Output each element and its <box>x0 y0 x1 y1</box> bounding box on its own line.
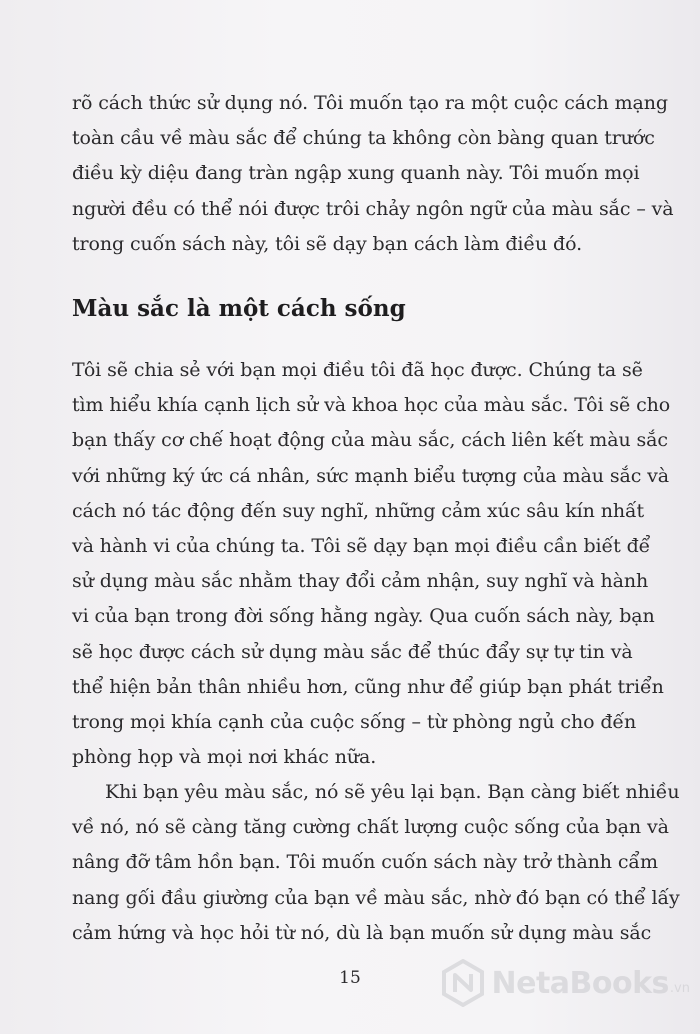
text-line: trong mọi khía cạnh của cuộc sống – từ phòng ngủ cho đến <box>72 711 637 734</box>
netabooks-logo-icon <box>441 959 485 1007</box>
text-line: và hành vi của chúng ta. Tôi sẽ dạy bạn mọi điều cần biết để <box>72 535 651 558</box>
text-line: Tôi sẽ chia sẻ với bạn mọi điều tôi đã học được. Chúng ta sẽ <box>72 359 643 381</box>
text-line: nang gối đầu giường của bạn về màu sắc, nhờ đó bạn có thể lấy <box>72 886 680 909</box>
text-line: bạn thấy cơ chế hoạt động của màu sắc, cách liên kết màu sắc <box>72 429 668 452</box>
text-line: người đều có thể nói được trôi chảy ngôn ngữ của màu sắc – và <box>72 197 674 220</box>
text-line: toàn cầu về màu sắc để chúng ta không còn bàng quan trước <box>72 127 655 150</box>
text-line: điều kỳ diệu đang tràn ngập xung quanh này. Tôi muốn mọi <box>72 162 640 185</box>
text-line: phòng họp và mọi nơi khác nữa. <box>72 746 377 769</box>
text-line: sẽ học được cách sử dụng màu sắc để thúc đẩy sự tự tin và <box>72 640 633 663</box>
text-line: thể hiện bản thân nhiều hơn, cũng như để giúp bạn phát triển <box>72 675 664 698</box>
text-line: vi của bạn trong đời sống hằng ngày. Qua cuốn sách này, bạn <box>72 605 655 628</box>
text-line: với những ký ức cá nhân, sức mạnh biểu tượng của màu sắc và <box>72 464 670 487</box>
text-line: trong cuốn sách này, tôi sẽ dạy bạn cách làm điều đó. <box>72 232 583 255</box>
closing-paragraph <box>72 775 680 951</box>
section-heading: Màu sắc là một cách sống <box>72 295 406 322</box>
text-line: về nó, nó sẽ càng tăng cường chất lượng cuộc sống của bạn và <box>72 816 669 839</box>
text-line: tìm hiểu khía cạnh lịch sử và khoa học của màu sắc. Tôi sẽ cho <box>72 394 671 417</box>
watermark <box>441 958 690 1008</box>
text-line: cách nó tác động đến suy nghĩ, những cảm xúc sâu kín nhất <box>72 499 645 522</box>
page-number: 15 <box>339 968 361 988</box>
text-line: nâng đỡ tâm hồn bạn. Tôi muốn cuốn sách này trở thành cẩm <box>72 851 658 874</box>
watermark-brand: NetaBooks <box>491 965 669 1001</box>
section-paragraph <box>72 353 671 775</box>
intro-paragraph <box>72 86 674 262</box>
text-line: cảm hứng và học hỏi từ nó, dù là bạn muốn sử dụng màu sắc <box>72 921 652 944</box>
watermark-tld: .vn <box>669 980 690 996</box>
text-line: sử dụng màu sắc nhằm thay đổi cảm nhận, suy nghĩ và hành <box>72 570 649 593</box>
text-line: rõ cách thức sử dụng nó. Tôi muốn tạo ra một cuộc cách mạng <box>72 92 668 114</box>
text-line: Khi bạn yêu màu sắc, nó sẽ yêu lại bạn. Bạn càng biết nhiều <box>105 781 680 803</box>
